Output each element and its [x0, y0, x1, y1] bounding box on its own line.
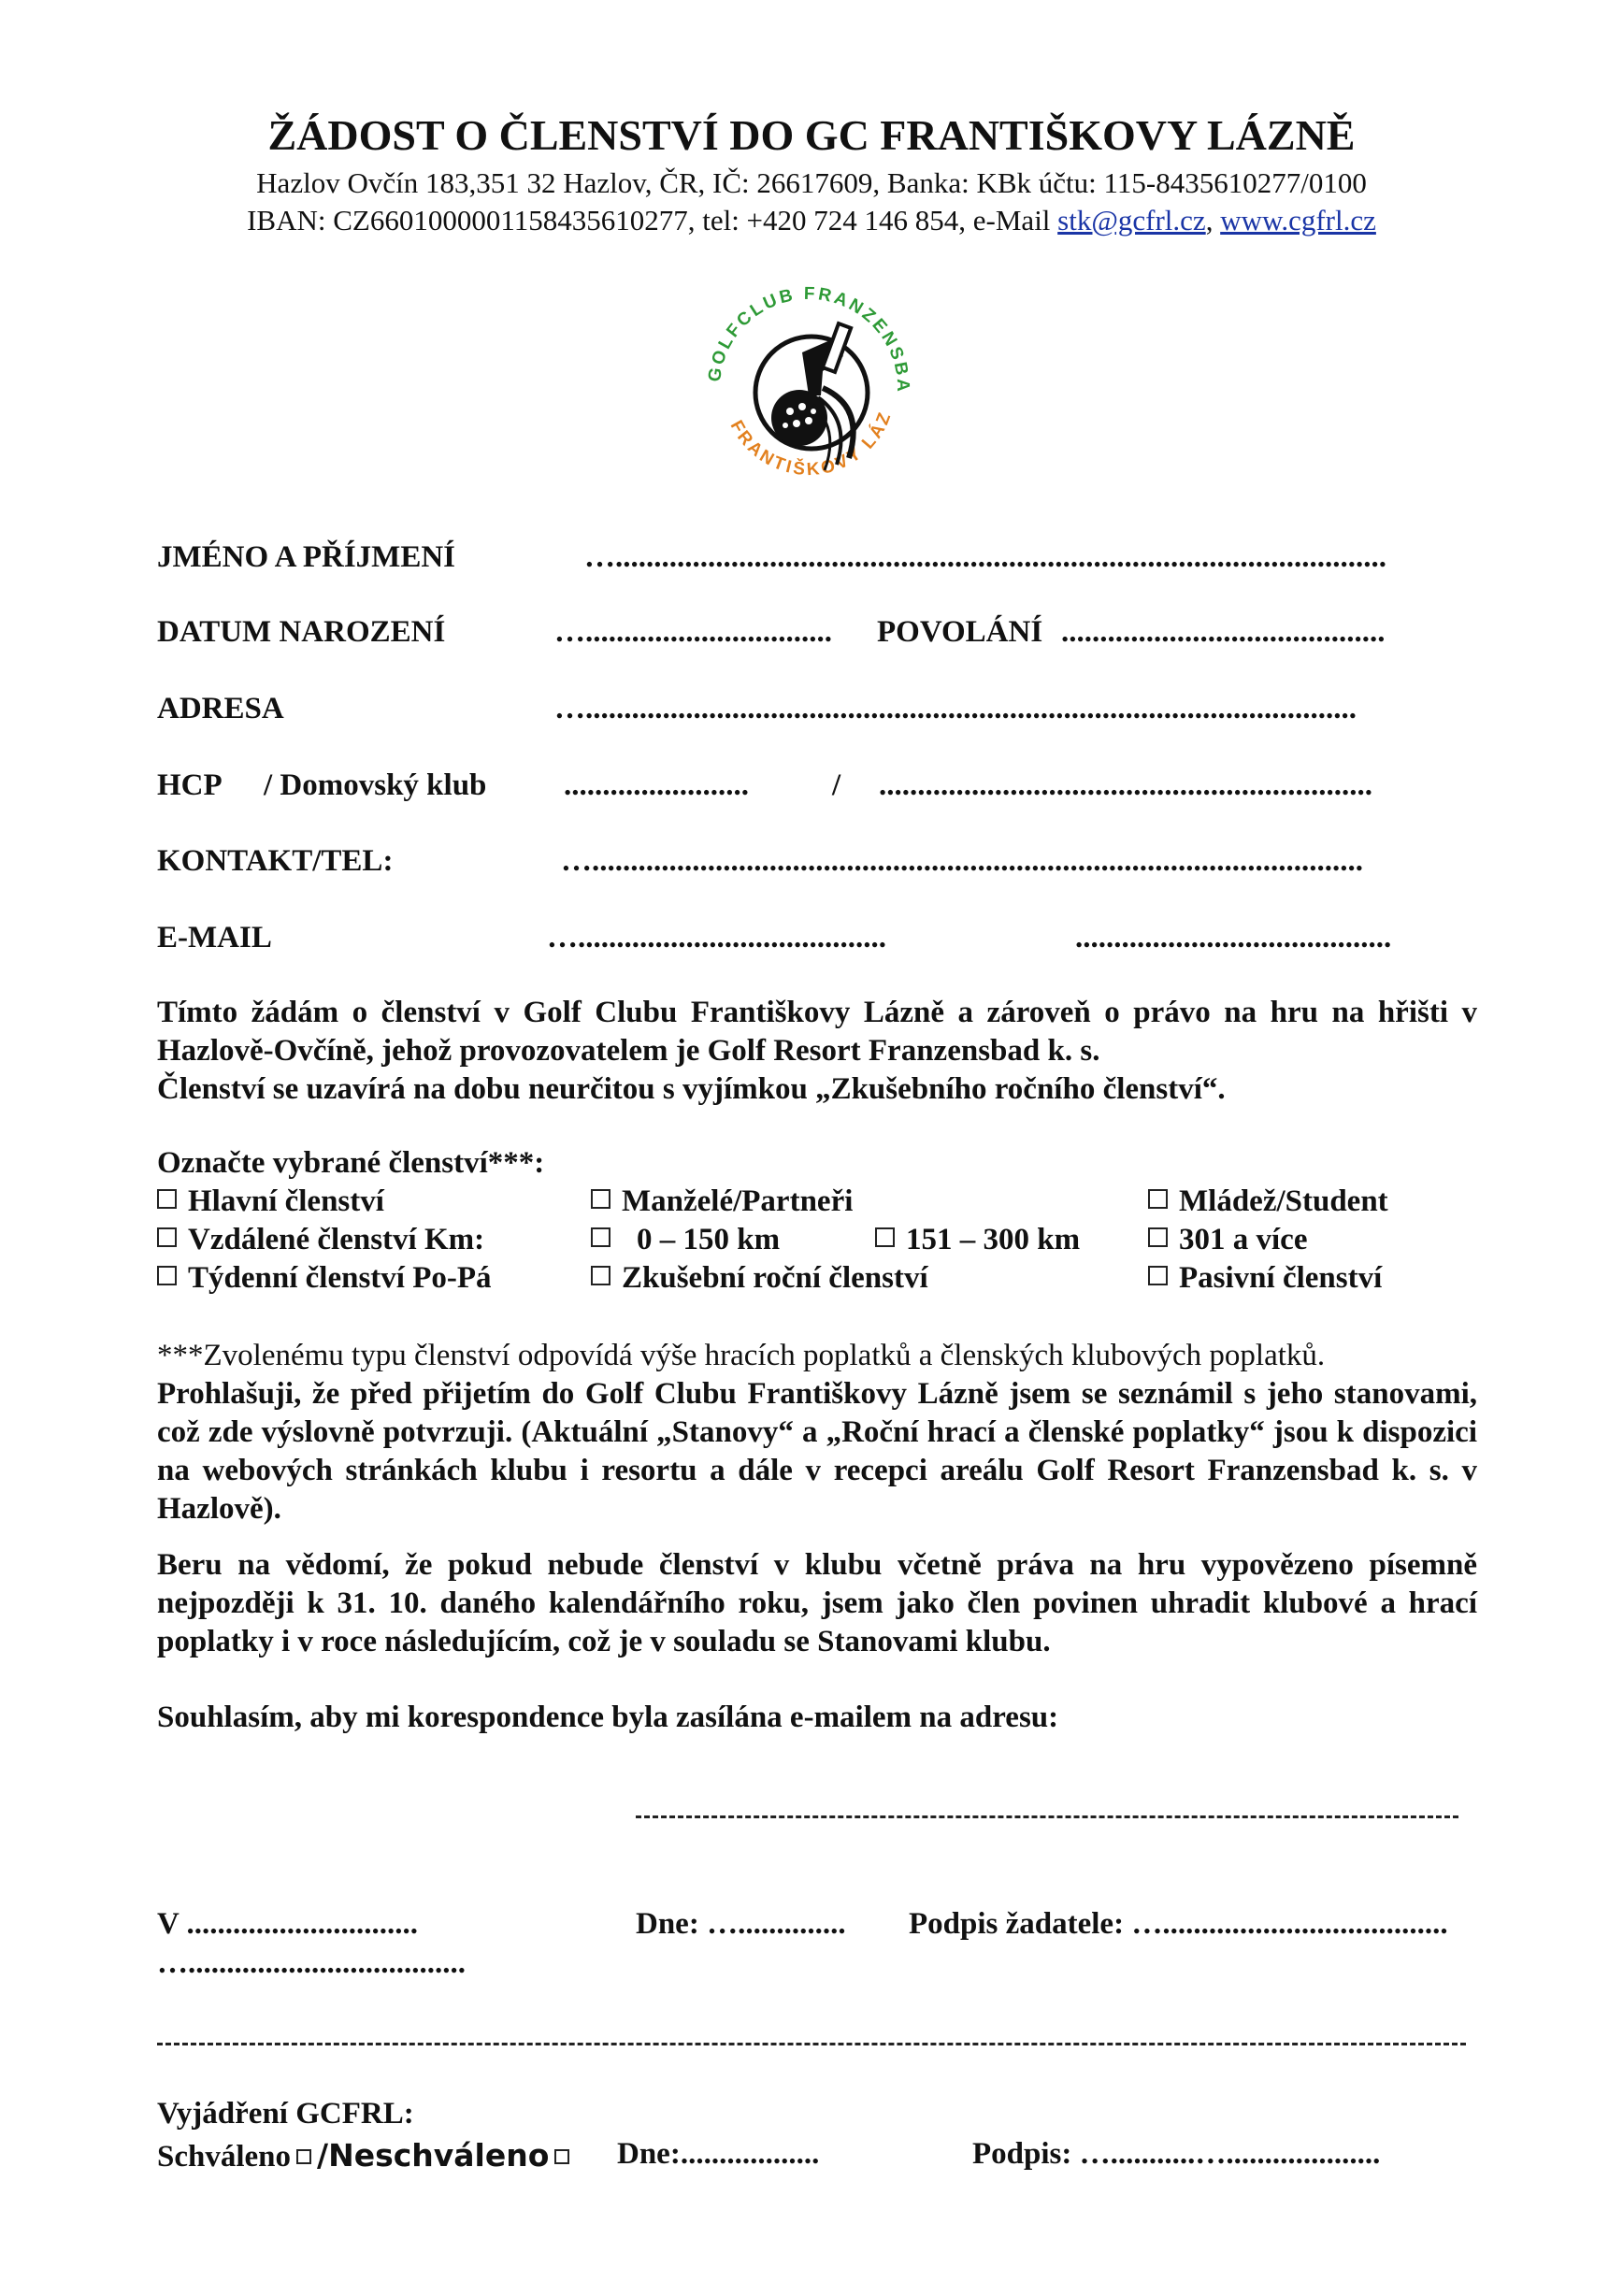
iban-contact-line: [0, 204, 1623, 237]
email-field-1[interactable]: …........................................: [547, 921, 886, 954]
approved-label: Schváleno: [157, 2140, 292, 2174]
logo-top-text: GOLFCLUB FRANZENSBA: [704, 283, 913, 395]
termination-paragraph: Beru na vědomí, že pokud nebude členství v klubu včetně práva na hru vypovězeno písemně nejpozději k 31. 10. daného kalendářního roku, jsem jako člen povinen uhradit klubové a hrací poplatky i v roce následujícím, což je v souladu se Stanovami klubu.: [157, 1548, 1477, 1658]
checkbox-icon[interactable]: [1148, 1189, 1168, 1209]
hcp-field[interactable]: ........................: [564, 768, 749, 802]
website-link[interactable]: www.cgfrl.cz: [1220, 204, 1376, 237]
option-partners[interactable]: Manželé/Partneři: [591, 1184, 853, 1219]
occupation-label: POVOLÁNÍ: [877, 615, 1043, 649]
intro-paragraph: Tímto žádám o členství v Golf Clubu Františkovy Lázně a zároveň o právo na hru na hřišti v Hazlově-Ovčíně, jehož provozovatelem je Golf Resort Franzensbad k. s.: [157, 996, 1477, 1068]
approval-status: [157, 2137, 575, 2174]
email-field-2[interactable]: .........................................: [1075, 921, 1392, 954]
home-club-field[interactable]: ................................................................: [879, 768, 1372, 802]
golfer-icon: [755, 323, 868, 470]
membership-heading: Označte vybrané členství***:: [157, 1146, 545, 1180]
home-club-label: / Domovský klub: [264, 768, 487, 802]
intro-term-note: Členství se uzavírá na dobu neurčitou s vyjímkou „Zkušebního ročního členství“.: [157, 1072, 1226, 1106]
date-field[interactable]: Dne: …..............: [636, 1907, 846, 1941]
checkbox-icon[interactable]: [591, 1227, 610, 1247]
email-link[interactable]: stk@gcfrl.cz: [1057, 204, 1206, 237]
checkbox-icon[interactable]: [591, 1189, 610, 1209]
option-remote-0-150[interactable]: 0 – 150 km: [591, 1223, 780, 1257]
address-field[interactable]: …....................................................................................................: [554, 692, 1357, 725]
place-field[interactable]: V ..............................: [157, 1907, 418, 1941]
consent-text: Souhlasím, aby mi korespondence byla zasílána e-mailem na adresu:: [157, 1700, 1059, 1734]
option-youth[interactable]: Mládež/Student: [1148, 1184, 1388, 1219]
dob-label: DATUM NAROZENÍ: [157, 615, 446, 649]
club-logo: [682, 266, 935, 509]
email-consent-line[interactable]: [636, 1815, 1458, 1818]
checkbox-icon[interactable]: [157, 1227, 177, 1247]
page-title: ŽÁDOST O ČLENSTVÍ DO GC FRANTIŠKOVY LÁZNĚ: [267, 111, 1356, 159]
address-label: ADRESA: [157, 692, 284, 725]
approval-signature-field[interactable]: Podpis: …...........…....................: [972, 2137, 1381, 2171]
applicant-signature-field[interactable]: Podpis žadatele: ….....................................: [909, 1907, 1448, 1941]
address-line: Hazlov Ovčín 183,351 32 Hazlov, ČR, IČ: 26617609, Banka: KBk účtu: 115-8435610277/0100: [256, 166, 1367, 199]
field-slash: /: [832, 768, 841, 802]
not-approved-label: /Neschváleno: [317, 2137, 550, 2174]
name-label: JMÉNO A PŘÍJMENÍ: [157, 540, 456, 574]
option-passive[interactable]: Pasivní členství: [1148, 1261, 1382, 1296]
hcp-label: HCP: [157, 768, 223, 802]
checkbox-icon[interactable]: [1148, 1266, 1168, 1285]
checkbox-icon[interactable]: [591, 1266, 610, 1285]
option-remote-151-300[interactable]: 151 – 300 km: [875, 1223, 1080, 1257]
logo-bottom-text: FRANTIŠKOVY LÁZ: [725, 408, 897, 481]
not-approved-checkbox-icon[interactable]: [554, 2149, 569, 2164]
option-main[interactable]: Hlavní členství: [157, 1184, 384, 1219]
approval-heading: Vyjádření GCFRL:: [157, 2097, 414, 2131]
option-remote-label[interactable]: Vzdálené členství Km:: [157, 1223, 484, 1257]
email-label: E-MAIL: [157, 921, 272, 954]
checkbox-icon[interactable]: [1148, 1227, 1168, 1247]
option-remote-301[interactable]: 301 a více: [1148, 1223, 1307, 1257]
contact-label: KONTAKT/TEL:: [157, 844, 394, 878]
declaration-paragraph: Prohlašuji, že před přijetím do Golf Clubu Františkovy Lázně jsem se seznámil s jeho stanovami, což zde výslovně potvrzuji. (Aktuální „Stanovy“ a „Roční hrací a členské poplatky“ jsou k dispozici na webových stránkách klubu i resortu a dále v recepci areálu Golf Resort Franzensbad k. s. v Hazlově).: [157, 1377, 1477, 1526]
contact-field[interactable]: …....................................................................................................: [561, 844, 1363, 878]
checkbox-icon[interactable]: [157, 1189, 177, 1209]
separator-comma: ,: [1205, 204, 1221, 237]
club-logo-graphic: [682, 266, 935, 509]
approved-checkbox-icon[interactable]: [296, 2149, 311, 2164]
section-divider: [157, 2043, 1466, 2045]
option-weekly[interactable]: Týdenní členství Po-Pá: [157, 1261, 492, 1296]
name-field[interactable]: …....................................................................................................: [584, 540, 1386, 574]
checkbox-icon[interactable]: [157, 1266, 177, 1285]
approval-date-field[interactable]: Dne:..................: [617, 2137, 820, 2171]
occupation-field[interactable]: ..........................................: [1061, 615, 1386, 649]
dob-field[interactable]: …................................: [554, 615, 832, 649]
fee-note: ***Zvolenému typu členství odpovídá výše hracích poplatků a členských klubových poplatků.: [157, 1339, 1326, 1372]
place-field-cont[interactable]: …....................................: [157, 1946, 466, 1980]
option-trial[interactable]: Zkušební roční členství: [591, 1261, 928, 1296]
checkbox-icon[interactable]: [875, 1227, 895, 1247]
iban-text: IBAN: CZ6601000001158435610277, tel: +420 724 146 854, e-Mail: [247, 204, 1058, 237]
